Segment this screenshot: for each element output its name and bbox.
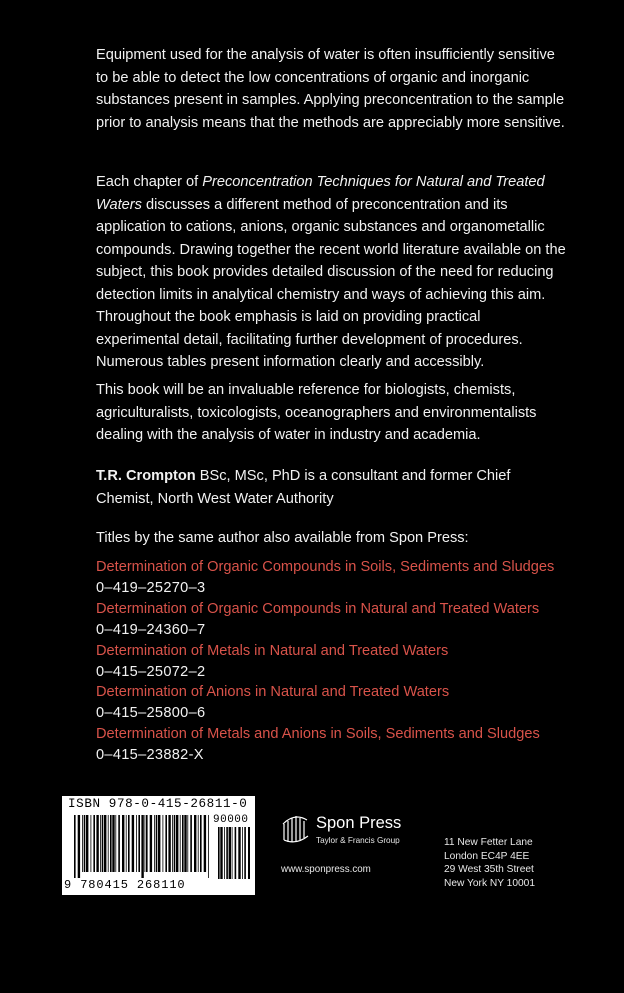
- title-item: Determination of Metals and Anions in Soils, Sediments and Sludges: [96, 726, 540, 743]
- barcode-bar: [176, 815, 178, 872]
- barcode-bar: [190, 815, 192, 872]
- barcode-bar: [198, 815, 199, 872]
- barcode-bar: [226, 827, 228, 879]
- publisher-address-newyork: [444, 863, 535, 890]
- titles-list: [96, 557, 576, 766]
- barcode-bar: [78, 815, 80, 878]
- title-isbn: 0–419–24360–7: [96, 621, 206, 638]
- author-name: T.R. Crompton: [96, 468, 196, 484]
- description-paragraph-2: [96, 171, 566, 374]
- barcode-bar: [248, 827, 250, 879]
- author-bio: [96, 465, 566, 510]
- barcode-bar: [182, 815, 184, 872]
- barcode-bar: [172, 815, 173, 872]
- title-isbn: 0–415–23882-X: [96, 747, 204, 764]
- publisher-address-london: [444, 836, 533, 863]
- barcode-bar: [187, 815, 188, 872]
- barcode-bar: [180, 815, 181, 872]
- description-paragraph-3: This book will be an invaluable reference for biologists, chemists, agriculturalists, toxicologists, oceanographers and environmentalists dealing with the analysis of water in industry and academia.: [96, 382, 537, 443]
- spon-press-logo-icon: [281, 812, 311, 844]
- description-p2-after: discusses a different method of preconcentration and its application to cations, anions, organic substances and organometallic compounds. Drawing together the recent world literature available on the subject, this book provides detailed discussion of the need for reducing detection limits in analytical chemistry and ways of achieving this aim. Throughout the book emphasis is laid on providing practical experimental detail, facilitating further development of procedures. Numerous tables present information clearly and accessibly.: [96, 196, 566, 370]
- title-isbn: 0–415–25072–2: [96, 663, 206, 680]
- barcode-bar: [154, 815, 155, 872]
- barcode-bar: [132, 815, 134, 872]
- barcode-bar: [242, 827, 243, 879]
- barcode-bar: [110, 815, 112, 872]
- barcode-bar: [200, 815, 202, 872]
- title-isbn: 0–415–25800–6: [96, 705, 206, 722]
- barcode-bar: [168, 815, 170, 872]
- barcode-bar: [141, 815, 143, 878]
- barcode-bar: [244, 827, 246, 879]
- barcode-bar: [146, 815, 148, 872]
- description-paragraph-1: Equipment used for the analysis of water is often insufficiently sensitive to be able to detect the low concentrations of organic and inorganic substances present in samples. Applying preconcentration to the sample prior to analysis means that the methods are appreciably more sensitive.: [96, 47, 565, 131]
- barcode-bar: [91, 815, 92, 872]
- barcode-price-code: 90000: [213, 814, 249, 826]
- barcode-bar: [229, 827, 231, 879]
- isbn-barcode: [62, 796, 255, 895]
- barcode-bar: [224, 827, 225, 879]
- barcode-bar: [104, 815, 106, 872]
- barcode-bar: [115, 815, 116, 872]
- barcode-addon-bars-icon: [218, 827, 250, 885]
- address-line: New York NY 10001: [444, 877, 535, 889]
- barcode-bar: [232, 827, 233, 879]
- barcode-bar: [165, 815, 167, 872]
- barcode-bar: [208, 815, 209, 878]
- barcode-bars-icon: [74, 815, 211, 878]
- barcode-bar: [204, 815, 206, 872]
- barcode-bar: [118, 815, 120, 872]
- barcode-bar: [138, 815, 140, 872]
- publisher-url: www.sponpress.com: [281, 864, 371, 875]
- barcode-bar: [82, 815, 83, 872]
- publisher-subtitle: Taylor & Francis Group: [316, 836, 400, 845]
- barcode-bar: [112, 815, 114, 872]
- barcode-bar: [93, 815, 95, 872]
- address-line: London EC4P 4EE: [444, 850, 530, 862]
- author-credentials: BSc, MSc, PhD is a consultant and former Chief Chemist, North West Water Authority: [96, 468, 511, 507]
- barcode-bar: [122, 815, 124, 872]
- barcode-bar: [163, 815, 164, 872]
- barcode-bar: [218, 827, 220, 879]
- barcode-bar: [158, 815, 160, 872]
- title-item: Determination of Organic Compounds in Natural and Treated Waters: [96, 600, 540, 617]
- barcode-bar: [184, 815, 186, 872]
- barcode-bar: [96, 815, 98, 872]
- title-item: Determination of Metals in Natural and Treated Waters: [96, 642, 449, 659]
- barcode-digits: 9 780415 268110: [64, 878, 186, 892]
- barcode-bar: [102, 815, 104, 872]
- barcode-bar: [128, 815, 130, 872]
- barcode-isbn-text: ISBN 978-0-415-26811-0: [68, 797, 248, 811]
- barcode-bar: [108, 815, 109, 872]
- publisher-name: Spon Press: [316, 814, 402, 832]
- barcode-bar: [86, 815, 88, 872]
- title-isbn: 0–419–25270–3: [96, 579, 206, 596]
- title-item: Determination of Organic Compounds in Soils, Sediments and Sludges: [96, 559, 555, 575]
- barcode-bar: [136, 815, 137, 872]
- barcode-bar: [145, 815, 146, 872]
- barcode-bar: [238, 827, 240, 879]
- description-p2-before: Each chapter of: [96, 174, 203, 190]
- address-line: 29 West 35th Street: [444, 864, 534, 875]
- book-title-italic: Preconcentration Techniques for Natural and Treated Waters: [96, 174, 545, 213]
- barcode-bar: [174, 815, 176, 872]
- barcode-bar: [100, 815, 101, 872]
- barcode-bar: [126, 815, 127, 872]
- address-line: 11 New Fetter Lane: [444, 837, 533, 848]
- barcode-bar: [235, 827, 237, 879]
- title-item: Determination of Anions in Natural and Treated Waters: [96, 684, 450, 701]
- barcode-bar: [84, 815, 86, 872]
- barcode-bar: [74, 815, 76, 878]
- barcode-bar: [194, 815, 196, 872]
- barcode-bar: [150, 815, 152, 872]
- barcode-bar: [156, 815, 158, 872]
- barcode-bar: [220, 827, 222, 879]
- titles-heading: Titles by the same author also available from Spon Press:: [96, 530, 469, 546]
